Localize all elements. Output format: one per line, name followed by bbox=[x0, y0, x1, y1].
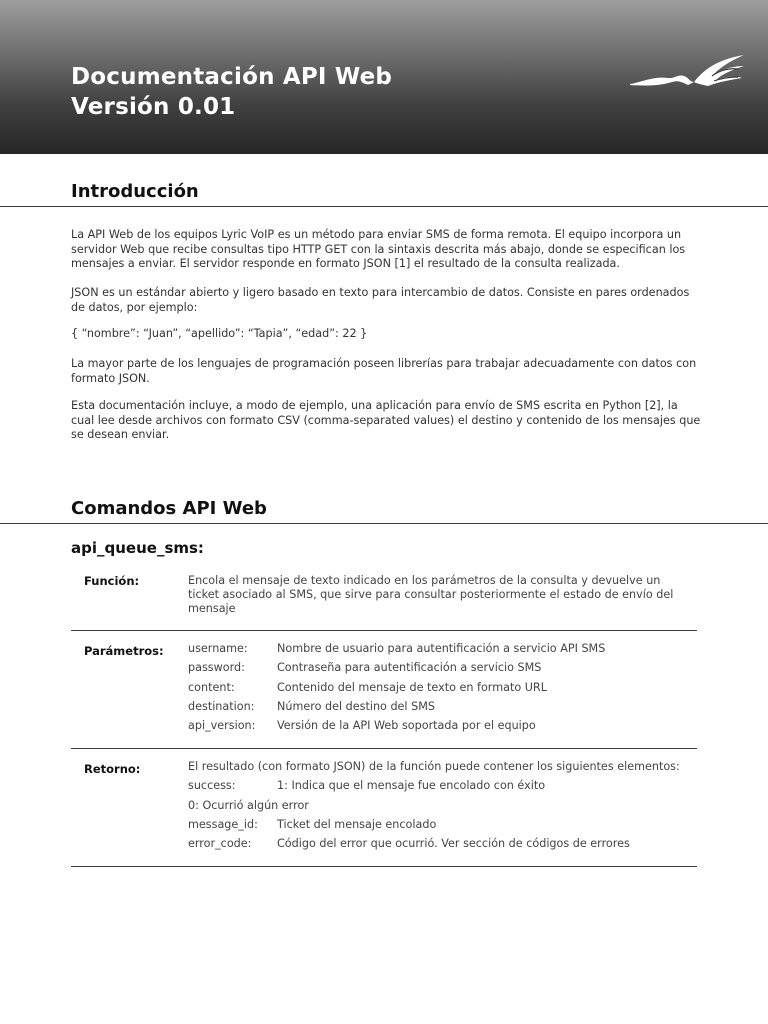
param-value: Contenido del mensaje de texto en formato URL bbox=[277, 681, 547, 694]
retorno-value: 1: Indica que el mensaje fue encolado con éxito bbox=[277, 779, 546, 792]
page-header bbox=[0, 0, 768, 154]
retorno-value: Ticket del mensaje encolado bbox=[277, 818, 437, 831]
param-key: username: bbox=[188, 642, 248, 655]
param-key: password: bbox=[188, 661, 245, 674]
param-value: Nombre de usuario para autentificación a servicio API SMS bbox=[277, 642, 606, 655]
bird-logo-icon bbox=[628, 52, 746, 88]
funcion-description: Encola el mensaje de texto indicado en los parámetros de la consulta y devuelve un ticket asociado al SMS, que sirve para consultar posteriormente el estado de envío del mensaje bbox=[188, 574, 674, 616]
retorno-block bbox=[71, 749, 697, 867]
title-line-1: Documentación API Web bbox=[71, 64, 393, 90]
intro-paragraph-4: La mayor parte de los lenguajes de programación poseen librerías para trabajar adecuadamente con datos con formato JSON. bbox=[71, 357, 697, 385]
param-value: Versión de la API Web soportada por el equipo bbox=[277, 719, 536, 732]
commands-heading: Comandos API Web bbox=[71, 498, 267, 519]
retorno-value: Código del error que ocurrió. Ver sección de códigos de errores bbox=[277, 837, 630, 850]
retorno-row-error-code bbox=[188, 837, 630, 850]
param-value: Contraseña para autentificación a servicio SMS bbox=[277, 661, 542, 674]
funcion-block bbox=[71, 568, 697, 631]
retorno-row-message-id bbox=[188, 818, 436, 831]
intro-divider bbox=[0, 206, 768, 207]
retorno-key: success: bbox=[188, 779, 236, 792]
title-line-2: Versión 0.01 bbox=[71, 94, 236, 120]
json-example: { “nombre”: “Juan”, “apellido”: “Tapia”, “edad”: 22 } bbox=[71, 327, 368, 340]
param-key: content: bbox=[188, 681, 235, 694]
retorno-key: error_code: bbox=[188, 837, 252, 850]
retorno-key: message_id: bbox=[188, 818, 258, 831]
retorno-intro: El resultado (con formato JSON) de la función puede contener los siguientes elementos: bbox=[188, 760, 680, 773]
commands-divider bbox=[0, 523, 768, 524]
intro-section-header bbox=[0, 178, 768, 207]
retorno-row-success bbox=[188, 779, 545, 792]
parametros-block bbox=[71, 631, 697, 749]
intro-heading: Introducción bbox=[71, 181, 199, 202]
function-name-heading: api_queue_sms: bbox=[71, 539, 204, 557]
funcion-label: Función: bbox=[84, 574, 140, 588]
param-row-username bbox=[188, 642, 605, 655]
intro-paragraph-5: Esta documentación incluye, a modo de ejemplo, una aplicación para envío de SMS escrita en Python [2], la cual lee desde archivos con formato CSV (comma-separated values) el destino y contenido de los mensajes que se desean enviar. bbox=[71, 399, 701, 442]
param-value: Número del destino del SMS bbox=[277, 700, 435, 713]
intro-paragraph-2: JSON es un estándar abierto y ligero basado en texto para intercambio de datos. Consiste en pares ordenados de datos, por ejemplo: bbox=[71, 286, 690, 314]
param-row-content bbox=[188, 681, 547, 694]
document-title bbox=[71, 62, 392, 122]
param-key: destination: bbox=[188, 700, 255, 713]
param-key: api_version: bbox=[188, 719, 256, 732]
retorno-label: Retorno: bbox=[84, 762, 141, 776]
commands-section-header bbox=[0, 495, 768, 524]
param-row-password bbox=[188, 661, 541, 674]
param-row-api-version bbox=[188, 719, 536, 732]
param-row-destination bbox=[188, 700, 435, 713]
parametros-label: Parámetros: bbox=[84, 644, 164, 658]
intro-paragraph-1: La API Web de los equipos Lyric VoIP es un método para enviar SMS de forma remota. El equipo incorpora un servidor Web que recibe consultas tipo HTTP GET con la sintaxis descrita más abajo, donde se especifican los mensajes a enviar. El servidor responde en formato JSON [1] el resultado de la consulta realizada. bbox=[71, 228, 686, 271]
retorno-error-line: 0: Ocurrió algún error bbox=[188, 799, 309, 812]
